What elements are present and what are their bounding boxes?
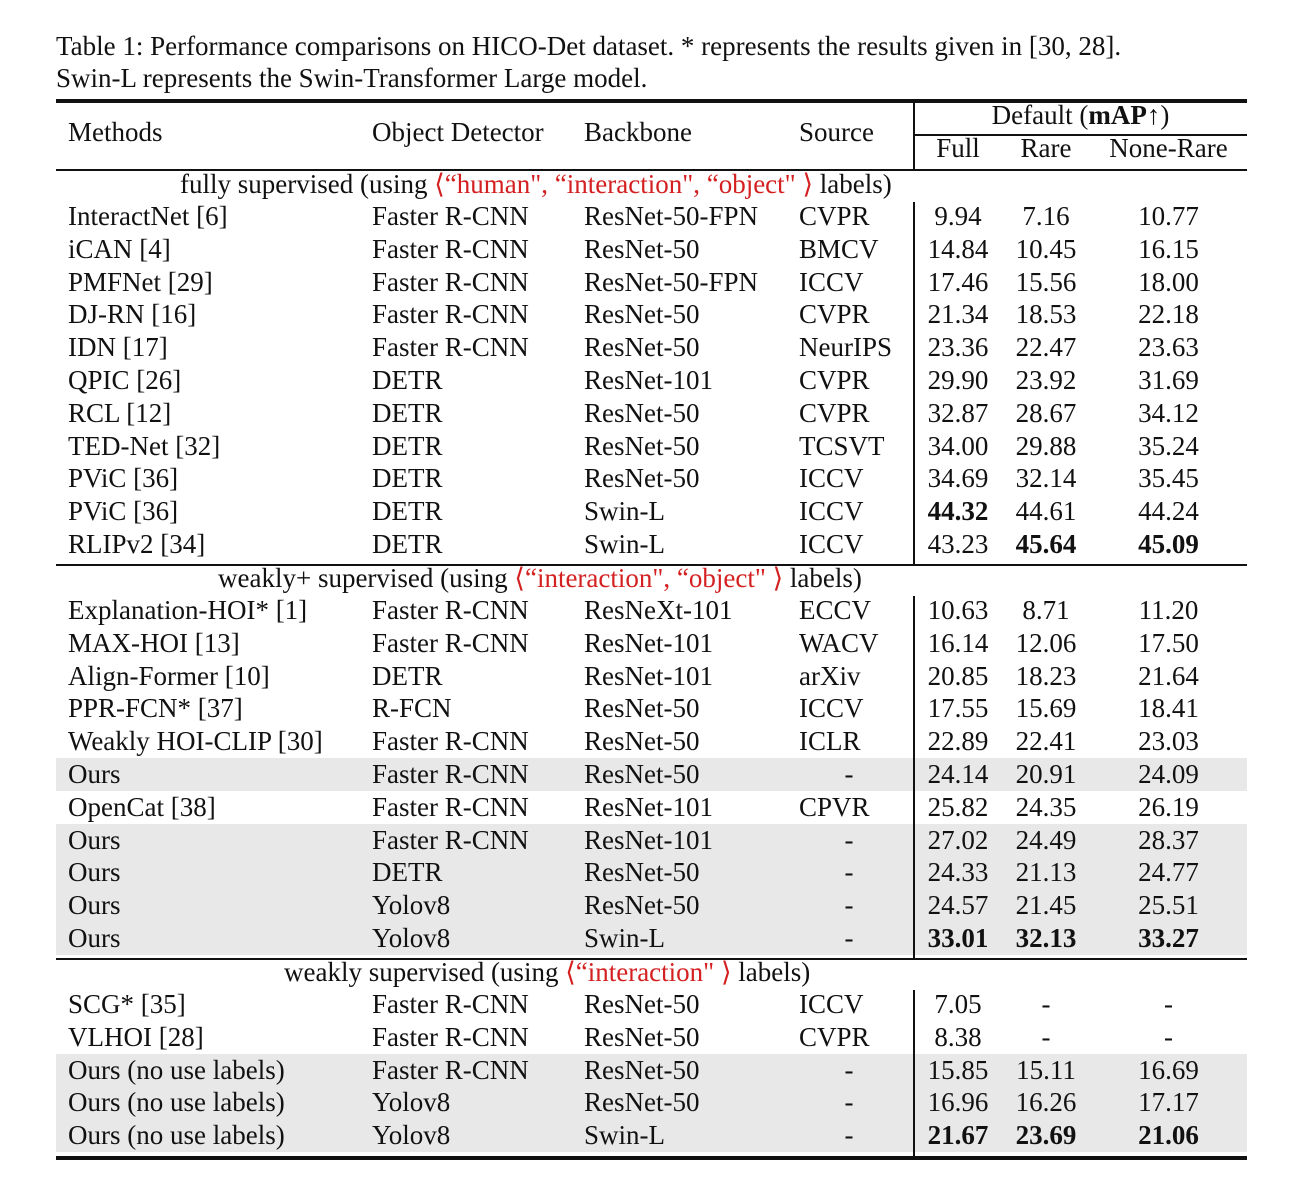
rare-map-cell: 44.61	[1015, 496, 1077, 527]
rare-map-cell: 8.71	[1022, 595, 1070, 625]
detector-cell: Faster R-CNN	[372, 824, 529, 855]
table-row	[56, 528, 1247, 561]
full-map-cell: 20.85	[927, 660, 989, 691]
detector-cell: DETR	[372, 660, 443, 691]
table-row	[56, 200, 1247, 233]
backbone-cell: ResNet-101	[584, 627, 713, 658]
section-1-labels: ⟨“human", “interaction", “object" ⟩	[434, 169, 813, 199]
detector-cell: Yolov8	[372, 923, 451, 953]
table-row	[56, 791, 1247, 824]
method-cell: PViC [36]	[68, 496, 179, 527]
table-row	[56, 627, 1247, 660]
table-row	[56, 1086, 1247, 1119]
none-rare-map-cell: 35.45	[1138, 463, 1199, 494]
rare-map-cell: 15.56	[1015, 266, 1077, 297]
table-row	[56, 397, 1247, 430]
none-rare-map-cell: 16.69	[1138, 1054, 1199, 1085]
source-cell: CVPR	[799, 397, 870, 428]
full-map-cell: 29.90	[927, 365, 989, 395]
rare-map-cell: 32.14	[1015, 463, 1077, 494]
table-row	[56, 660, 1247, 693]
detector-cell: Faster R-CNN	[372, 233, 529, 264]
backbone-cell: ResNet-50	[584, 397, 700, 428]
method-cell: PViC [36]	[68, 463, 179, 494]
backbone-cell: ResNeXt-101	[584, 595, 733, 625]
none-rare-map-cell: -	[1164, 1021, 1173, 1052]
rare-map-cell: 20.91	[1015, 759, 1077, 789]
section-3-vertical-rule	[913, 990, 915, 1156]
table-row	[56, 364, 1247, 397]
full-map-cell: 17.55	[927, 693, 989, 724]
backbone-cell: ResNet-50	[584, 857, 700, 888]
rare-map-cell: 23.92	[1015, 365, 1077, 395]
table-row	[56, 922, 1247, 955]
full-map-cell: 10.63	[927, 595, 989, 625]
table-row	[56, 725, 1247, 758]
backbone-cell: ResNet-50	[584, 890, 700, 921]
section-2-vertical-rule	[913, 596, 915, 958]
rare-map-cell: 7.16	[1022, 201, 1070, 231]
backbone-cell: ResNet-50	[584, 332, 700, 363]
table-row	[56, 233, 1247, 266]
none-rare-map-cell: -	[1164, 989, 1173, 1019]
detector-cell: R-FCN	[372, 693, 452, 724]
table-row	[56, 758, 1247, 791]
none-rare-map-cell: 31.69	[1138, 365, 1199, 395]
method-cell: Ours	[68, 759, 121, 789]
none-rare-map-cell: 21.64	[1138, 660, 1199, 691]
header-vertical-rule	[913, 99, 915, 170]
rare-map-cell: 10.45	[1015, 233, 1077, 264]
full-map-cell: 16.96	[927, 1087, 989, 1118]
none-rare-map-cell: 11.20	[1138, 595, 1199, 625]
backbone-cell: ResNet-50	[584, 233, 700, 264]
backbone-cell: Swin-L	[584, 529, 665, 559]
section-3-suffix: labels)	[731, 957, 811, 987]
rare-map-cell: 23.69	[1015, 1120, 1077, 1151]
header-default-suffix: )	[1160, 100, 1170, 130]
table-row	[56, 298, 1247, 331]
detector-cell: Yolov8	[372, 1120, 451, 1151]
header-none-rare: None-Rare	[1109, 133, 1228, 163]
section-2-suffix: labels)	[783, 563, 862, 593]
backbone-cell: ResNet-50	[584, 693, 700, 724]
none-rare-map-cell: 28.37	[1138, 824, 1199, 855]
full-map-cell: 21.67	[927, 1120, 989, 1151]
detector-cell: Yolov8	[372, 890, 451, 921]
table-row	[56, 331, 1247, 364]
backbone-cell: ResNet-50	[584, 1021, 700, 1052]
full-map-cell: 25.82	[927, 791, 989, 822]
source-cell: -	[844, 857, 854, 888]
full-map-cell: 33.01	[927, 923, 989, 953]
detector-cell: Faster R-CNN	[372, 989, 529, 1019]
full-map-cell: 14.84	[927, 233, 989, 264]
detector-cell: Faster R-CNN	[372, 332, 529, 363]
rare-map-cell: 32.13	[1015, 923, 1077, 953]
method-cell: OpenCat [38]	[68, 791, 216, 822]
detector-cell: Faster R-CNN	[372, 595, 529, 625]
none-rare-map-cell: 23.63	[1138, 332, 1199, 363]
full-map-cell: 24.14	[927, 759, 989, 789]
full-map-cell: 15.85	[927, 1054, 989, 1085]
method-cell: Align-Former [10]	[68, 660, 270, 691]
table-row	[56, 856, 1247, 889]
detector-cell: Faster R-CNN	[372, 1021, 529, 1052]
method-cell: Ours (no use labels)	[68, 1054, 285, 1085]
backbone-cell: ResNet-50	[584, 989, 700, 1019]
none-rare-map-cell: 18.41	[1138, 693, 1199, 724]
none-rare-map-cell: 10.77	[1138, 201, 1199, 231]
none-rare-map-cell: 22.18	[1138, 299, 1199, 330]
source-cell: -	[844, 923, 854, 953]
full-map-cell: 24.33	[927, 857, 989, 888]
source-cell: CPVR	[799, 791, 870, 822]
method-cell: iCAN [4]	[68, 233, 171, 264]
method-cell: Ours	[68, 890, 121, 921]
source-cell: ICCV	[799, 989, 864, 1019]
table-row	[56, 495, 1247, 528]
none-rare-map-cell: 17.50	[1138, 627, 1199, 658]
table-row	[56, 1054, 1247, 1087]
header-default-metric: mAP↑	[1088, 100, 1161, 130]
method-cell: Explanation-HOI* [1]	[68, 595, 308, 625]
rare-map-cell: 24.49	[1015, 824, 1077, 855]
method-cell: PMFNet [29]	[68, 266, 213, 297]
backbone-cell: ResNet-101	[584, 824, 713, 855]
none-rare-map-cell: 17.17	[1138, 1087, 1199, 1118]
detector-cell: DETR	[372, 857, 443, 888]
rare-map-cell: 28.67	[1015, 397, 1077, 428]
detector-cell: Faster R-CNN	[372, 299, 529, 330]
detector-cell: DETR	[372, 397, 443, 428]
rare-map-cell: 22.47	[1015, 332, 1077, 363]
detector-cell: DETR	[372, 430, 443, 461]
section-3-prefix: weakly supervised (using	[284, 957, 566, 987]
source-cell: ECCV	[799, 595, 872, 625]
source-cell: CVPR	[799, 299, 870, 330]
method-cell: Ours	[68, 824, 121, 855]
backbone-cell: ResNet-101	[584, 791, 713, 822]
header-object-detector: Object Detector	[372, 117, 544, 147]
bottom-rule	[56, 1156, 1247, 1160]
source-cell: ICCV	[799, 529, 864, 559]
rare-map-cell: 15.11	[1016, 1054, 1076, 1085]
source-cell: ICCV	[799, 496, 864, 527]
source-cell: -	[844, 1087, 854, 1118]
full-map-cell: 16.14	[927, 627, 989, 658]
rare-map-cell: 12.06	[1015, 627, 1077, 658]
table-row	[56, 988, 1247, 1021]
backbone-cell: Swin-L	[584, 923, 665, 953]
caption-line-2: Swin-L represents the Swin-Transformer Large model.	[56, 63, 648, 93]
backbone-cell: ResNet-50	[584, 299, 700, 330]
detector-cell: DETR	[372, 365, 443, 395]
none-rare-map-cell: 18.00	[1138, 266, 1199, 297]
detector-cell: DETR	[372, 463, 443, 494]
source-cell: -	[844, 824, 854, 855]
backbone-cell: ResNet-50	[584, 759, 700, 789]
none-rare-map-cell: 26.19	[1138, 791, 1199, 822]
header-full: Full	[936, 133, 980, 163]
source-cell: -	[844, 890, 854, 921]
full-map-cell: 7.05	[934, 989, 982, 1019]
detector-cell: Faster R-CNN	[372, 791, 529, 822]
table-row	[56, 692, 1247, 725]
detector-cell: Yolov8	[372, 1087, 451, 1118]
method-cell: Ours (no use labels)	[68, 1087, 285, 1118]
section-header-weakly-supervised	[56, 956, 1247, 988]
none-rare-map-cell: 24.09	[1138, 759, 1199, 789]
full-map-cell: 17.46	[927, 266, 989, 297]
method-cell: Ours	[68, 857, 121, 888]
method-cell: Weakly HOI-CLIP [30]	[68, 726, 323, 757]
method-cell: SCG* [35]	[68, 989, 186, 1019]
section-1-suffix: labels)	[812, 169, 892, 199]
detector-cell: Faster R-CNN	[372, 759, 529, 789]
header-rare: Rare	[1020, 133, 1072, 163]
header-default	[914, 100, 1247, 131]
backbone-cell: ResNet-50	[584, 1054, 700, 1085]
table-row	[56, 430, 1247, 463]
backbone-cell: ResNet-50-FPN	[584, 201, 758, 231]
backbone-cell: ResNet-50-FPN	[584, 266, 758, 297]
detector-cell: DETR	[372, 529, 443, 559]
method-cell: Ours (no use labels)	[68, 1120, 285, 1151]
none-rare-map-cell: 34.12	[1138, 397, 1199, 428]
full-map-cell: 23.36	[927, 332, 989, 363]
rare-map-cell: -	[1041, 989, 1051, 1019]
source-cell: CVPR	[799, 365, 870, 395]
source-cell: ICCV	[799, 463, 864, 494]
method-cell: IDN [17]	[68, 332, 168, 363]
full-map-cell: 43.23	[927, 529, 989, 559]
method-cell: QPIC [26]	[68, 365, 182, 395]
rare-map-cell: 29.88	[1015, 430, 1077, 461]
full-map-cell: 22.89	[927, 726, 989, 757]
source-cell: WACV	[799, 627, 879, 658]
source-cell: BMCV	[799, 233, 879, 264]
backbone-cell: Swin-L	[584, 496, 665, 527]
rare-map-cell: 16.26	[1015, 1087, 1077, 1118]
detector-cell: Faster R-CNN	[372, 726, 529, 757]
none-rare-map-cell: 33.27	[1138, 923, 1199, 953]
backbone-cell: ResNet-50	[584, 430, 700, 461]
section-2-prefix: weakly+ supervised (using	[218, 563, 515, 593]
backbone-cell: ResNet-50	[584, 463, 700, 494]
source-cell: ICCV	[799, 693, 864, 724]
none-rare-map-cell: 44.24	[1138, 496, 1199, 527]
header-default-prefix: Default (	[991, 100, 1089, 130]
full-map-cell: 8.38	[934, 1021, 982, 1052]
rare-map-cell: 45.64	[1015, 529, 1077, 559]
source-cell: arXiv	[799, 660, 861, 691]
table-row	[56, 462, 1247, 495]
detector-cell: Faster R-CNN	[372, 201, 529, 231]
none-rare-map-cell: 45.09	[1138, 529, 1199, 559]
detector-cell: DETR	[372, 496, 443, 527]
full-map-cell: 32.87	[927, 397, 989, 428]
full-map-cell: 9.94	[934, 201, 982, 231]
detector-cell: Faster R-CNN	[372, 1054, 529, 1085]
source-cell: -	[844, 759, 854, 789]
header-backbone: Backbone	[584, 117, 692, 147]
table-row	[56, 889, 1247, 922]
section-2-labels: ⟨“interaction", “object" ⟩	[514, 563, 784, 593]
source-cell: CVPR	[799, 1021, 870, 1052]
method-cell: RCL [12]	[68, 397, 172, 428]
backbone-cell: Swin-L	[584, 1120, 665, 1151]
backbone-cell: ResNet-50	[584, 1087, 700, 1118]
rare-map-cell: 22.41	[1015, 726, 1077, 757]
table-row	[56, 594, 1247, 627]
table-row	[56, 266, 1247, 299]
rare-map-cell: 15.69	[1015, 693, 1077, 724]
method-cell: TED-Net [32]	[68, 430, 221, 461]
source-cell: NeurIPS	[799, 332, 892, 363]
source-cell: TCSVT	[799, 430, 885, 461]
backbone-cell: ResNet-101	[584, 365, 713, 395]
source-cell: -	[844, 1120, 854, 1151]
none-rare-map-cell: 25.51	[1138, 890, 1199, 921]
rare-map-cell: -	[1041, 1021, 1051, 1052]
full-map-cell: 27.02	[927, 824, 989, 855]
caption-line-1: Table 1: Performance comparisons on HICO-Det dataset. * represents the results given in [30, 28].	[56, 31, 1122, 61]
method-cell: VLHOI [28]	[68, 1021, 204, 1052]
detector-cell: Faster R-CNN	[372, 266, 529, 297]
rare-map-cell: 18.23	[1015, 660, 1077, 691]
none-rare-map-cell: 16.15	[1138, 233, 1199, 264]
section-header-fully-supervised	[56, 168, 1247, 200]
section-1-prefix: fully supervised (using	[180, 169, 435, 199]
source-cell: ICLR	[799, 726, 861, 757]
section-1-vertical-rule	[913, 202, 915, 564]
rare-map-cell: 24.35	[1015, 791, 1077, 822]
rare-map-cell: 21.45	[1015, 890, 1077, 921]
section-3-labels: ⟨“interaction" ⟩	[565, 957, 732, 987]
source-cell: CVPR	[799, 201, 870, 231]
source-cell: ICCV	[799, 266, 864, 297]
method-cell: RLIPv2 [34]	[68, 529, 206, 559]
table-row	[56, 1119, 1247, 1152]
full-map-cell: 44.32	[927, 496, 989, 527]
full-map-cell: 24.57	[927, 890, 989, 921]
full-map-cell: 34.69	[927, 463, 989, 494]
table-caption	[56, 30, 1256, 94]
full-map-cell: 34.00	[927, 430, 989, 461]
backbone-cell: ResNet-101	[584, 660, 713, 691]
table-row	[56, 1021, 1247, 1054]
full-map-cell: 21.34	[927, 299, 989, 330]
method-cell: MAX-HOI [13]	[68, 627, 240, 658]
method-cell: DJ-RN [16]	[68, 299, 197, 330]
none-rare-map-cell: 23.03	[1138, 726, 1199, 757]
header-source: Source	[799, 117, 874, 147]
method-cell: InteractNet [6]	[68, 201, 228, 231]
rare-map-cell: 18.53	[1015, 299, 1077, 330]
none-rare-map-cell: 24.77	[1138, 857, 1199, 888]
source-cell: -	[844, 1054, 854, 1085]
detector-cell: Faster R-CNN	[372, 627, 529, 658]
section-header-weakly-plus-supervised	[56, 562, 1247, 594]
method-cell: Ours	[68, 923, 121, 953]
none-rare-map-cell: 21.06	[1138, 1120, 1199, 1151]
backbone-cell: ResNet-50	[584, 726, 700, 757]
none-rare-map-cell: 35.24	[1138, 430, 1199, 461]
method-cell: PPR-FCN* [37]	[68, 693, 243, 724]
table-row	[56, 824, 1247, 857]
header-methods: Methods	[68, 117, 163, 147]
rare-map-cell: 21.13	[1015, 857, 1077, 888]
